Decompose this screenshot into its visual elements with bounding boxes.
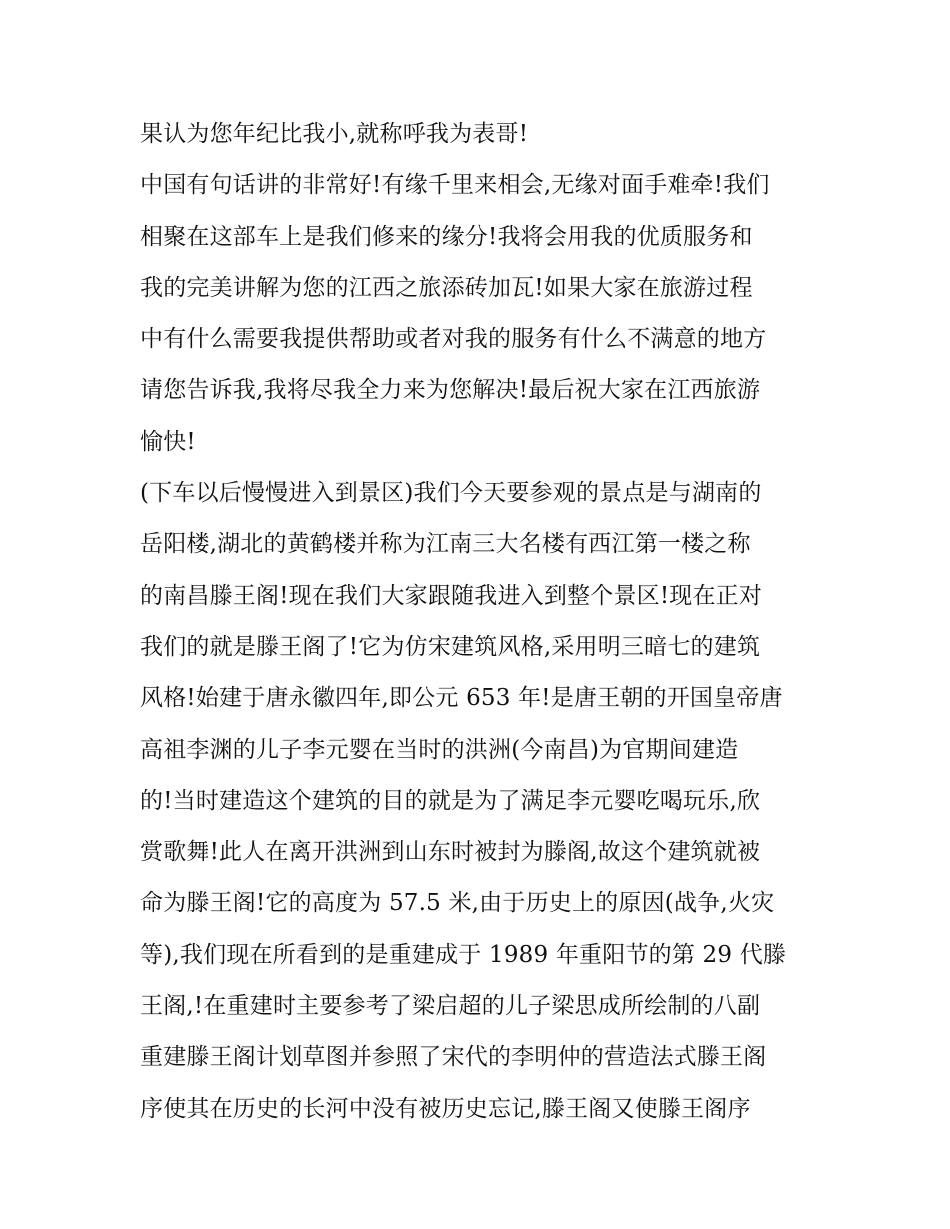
text-line: 我们的就是滕王阁了!它为仿宋建筑风格,采用明三暗七的建筑 [140,633,761,660]
text-line: 赏歌舞!此人在离开洪洲到山东时被封为滕阁,故这个建筑就被 [140,839,761,866]
text-line: (下车以后慢慢进入到景区)我们今天要参观的景点是与湖南的 [140,480,762,507]
text-line: 的!当时建造这个建筑的目的就是为了满足李元婴吃喝玩乐,欣 [140,787,761,814]
text-line: 风格!始建于唐永徽四年,即公元 653 年!是唐王朝的开国皇帝唐 [140,685,783,712]
text-line: 请您告诉我,我将尽我全力来为您解决!最后祝大家在江西旅游 [140,377,761,404]
text-line: 命为滕王阁!它的高度为 57.5 米,由于历史上的原因(战争,火灾 [140,890,775,917]
text-line: 中国有句话讲的非常好!有缘千里来相会,无缘对面手难牵!我们 [140,172,770,199]
text-line: 岳阳楼,湖北的黄鹤楼并称为江南三大名楼有西江第一楼之称 [140,531,751,558]
text-line: 中有什么需要我提供帮助或者对我的服务有什么不满意的地方 [140,326,767,353]
body-text [140,109,830,1135]
text-line: 王阁,!在重建时主要参考了梁启超的儿子梁思成所绘制的八副 [140,993,761,1020]
text-line: 相聚在这部车上是我们修来的缘分!我将会用我的优质服务和 [140,223,753,250]
text-line: 愉快! [140,428,196,455]
text-line: 序使其在历史的长河中没有被历史忘记,滕王阁又使滕王阁序 [140,1095,751,1122]
text-line: 重建滕王阁计划草图并参照了宋代的李明仲的营造法式滕王阁 [140,1044,767,1071]
text-line: 的南昌滕王阁!现在我们大家跟随我进入到整个景区!现在正对 [140,582,763,609]
text-line: 等),我们现在所看到的是重建成于 1989 年重阳节的第 29 代滕 [140,941,787,968]
text-line: 果认为您年纪比我小,就称呼我为表哥! [140,121,529,147]
text-line: 我的完美讲解为您的江西之旅添砖加瓦!如果大家在旅游过程 [140,274,753,301]
text-line: 高祖李渊的儿子李元婴在当时的洪洲(今南昌)为官期间建造 [140,736,739,763]
